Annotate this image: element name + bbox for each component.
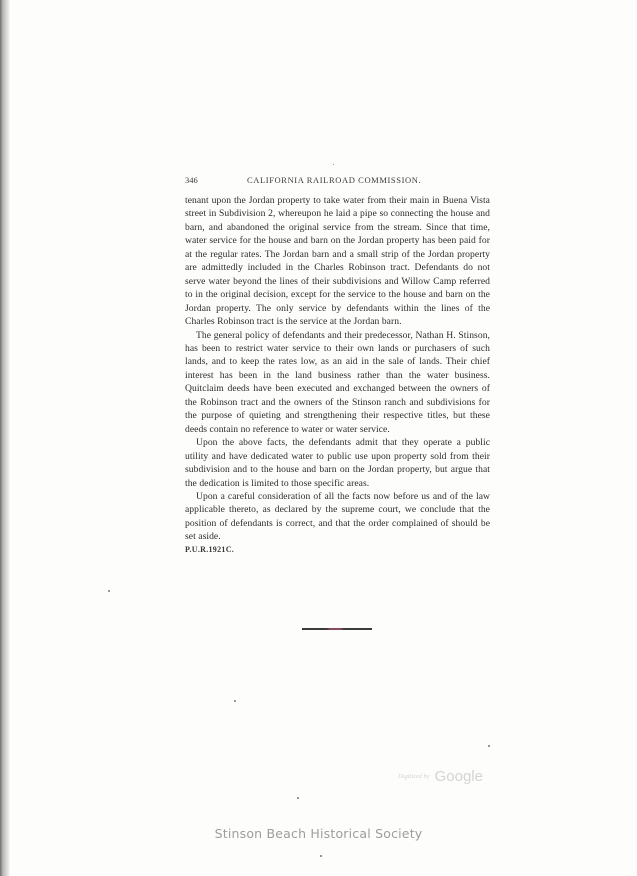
body-text bbox=[185, 194, 490, 554]
scan-edge-shadow bbox=[0, 0, 10, 876]
scan-speck bbox=[320, 855, 322, 857]
watermark: Stinson Beach Historical Society bbox=[214, 826, 423, 841]
running-head bbox=[185, 172, 490, 186]
scan-speck bbox=[234, 700, 236, 702]
scan-speck bbox=[297, 797, 299, 799]
book-page bbox=[185, 172, 490, 554]
scan-speck bbox=[333, 164, 334, 165]
running-title: CALIFORNIA RAILROAD COMMISSION. bbox=[247, 175, 422, 185]
citation: P.U.R.1921C. bbox=[185, 544, 235, 554]
paragraph-above-facts: Upon the above facts, the defendants admit that they operate a public utility and have dedicated water to public use upon property sold from their subdivision and to the house and barn on the Jordan property, but argue that the dedication is limited to those specific areas. bbox=[185, 437, 490, 489]
scan-speck bbox=[108, 590, 110, 592]
paragraph-continuation: tenant upon the Jordan property to take water from their main in Buena Vista street in Subdivision 2, whereupon he laid a pipe so connecting the house and barn, and abandoned the original service from the stream. Since that time, water service for the house and barn on the Jordan property has been paid for at the regular rates. The Jordan barn and a small strip of the Jordan property are admittedly included in the Charles Robinson tract. Defendants do not serve water beyond the lines of their subdivisions and Willow Camp referred to in the original decision, except for the service to the house and barn on the Jordan property. The only service by defendants within the lines of the Charles Robinson tract is the service at the Jordan barn. bbox=[185, 195, 490, 328]
paragraph-conclusion: Upon a careful consideration of all the facts now before us and of the law applicable thereto, as declared by the supreme court, we conclude that the position of defendants is correct, and that the order complained of should be set aside. bbox=[185, 490, 490, 543]
digitized-by-label: Digitized by bbox=[398, 773, 430, 780]
paragraph-general-policy: The general policy of defendants and their predecessor, Nathan H. Stinson, has been to restrict water service to their own lands or purchasers of such lands, and to keep the rates low, as an aid in the sale of lands. Their chief interest has been in the land business rather than the water business. Quitclaim deeds have been executed and exchanged between the owners of the Robinson tract and the owners of the Stinson ranch and subdivisions for the purpose of quieting and strengthening their respective titles, but these deeds contain no reference to water or water service. bbox=[185, 329, 490, 435]
google-logo: Google bbox=[434, 768, 483, 785]
end-rule bbox=[302, 628, 372, 630]
page-number: 346 bbox=[185, 175, 198, 185]
scan-speck bbox=[488, 745, 490, 747]
digitized-by-google-mark bbox=[398, 768, 518, 790]
